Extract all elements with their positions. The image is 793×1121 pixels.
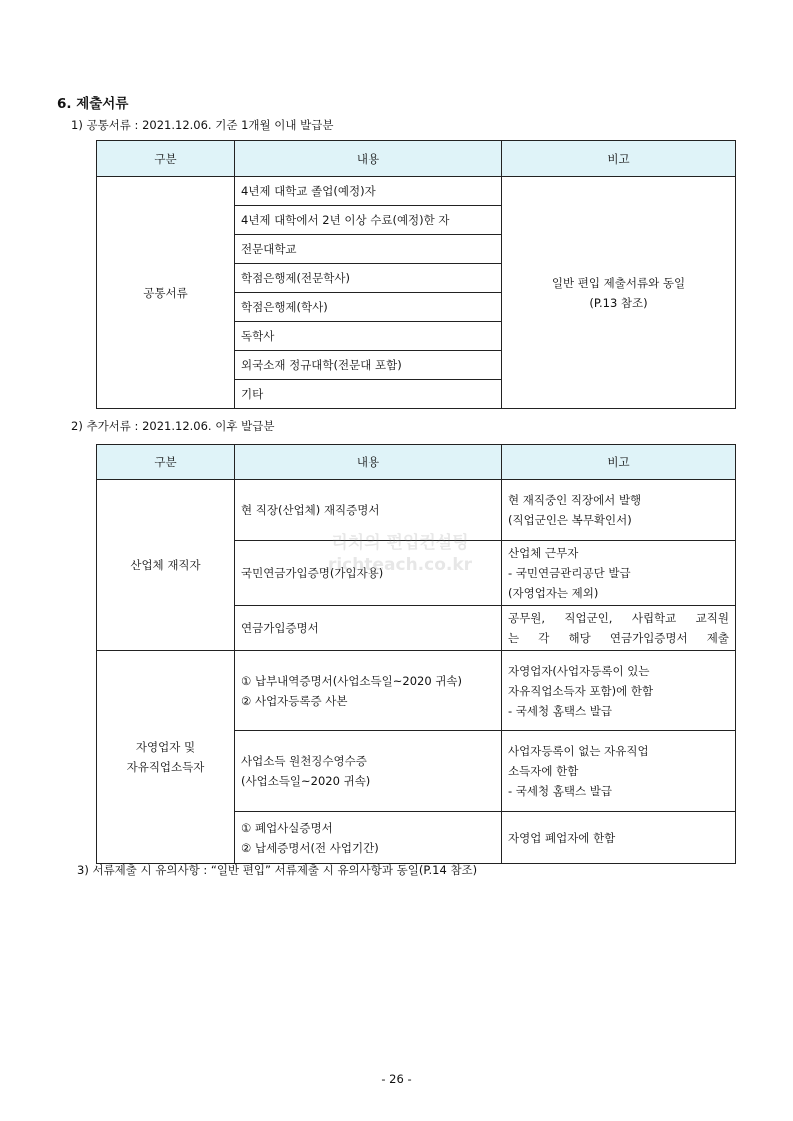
remark-line: - 국민연금관리공단 발급 — [508, 566, 631, 580]
content-cell: 현 직장(산업체) 재직증명서 — [235, 480, 502, 541]
content-line: (사업소득일~2020 귀속) — [241, 774, 371, 788]
content-cell — [235, 812, 502, 864]
content-cell: 국민연금가입증명(가입자용) — [235, 541, 502, 606]
remark-line: - 국세청 홈택스 발급 — [508, 703, 612, 718]
remark-cell — [502, 812, 736, 864]
watermark-line: 리치의 편입컨설팅 — [331, 533, 469, 553]
header-remark: 비고 — [502, 141, 736, 177]
additional-documents-table — [96, 444, 736, 864]
content-cell: 연금가입증명서 — [235, 606, 502, 651]
remark-cell — [502, 541, 736, 606]
category-line: 자유직업소득자 — [126, 760, 205, 774]
content-line: ② 사업자등록증 사본 — [241, 693, 348, 708]
header-remark: 비고 — [502, 445, 736, 480]
content-cell: 4년제 대학에서 2년 이상 수료(예정)한 자 — [235, 206, 502, 235]
watermark-line: richteach.co.kr — [327, 555, 473, 575]
remark-line: 일반 편입 제출서류와 동일 — [551, 275, 686, 290]
subsection-common-documents: 1) 공통서류 : 2021.12.06. 기준 1개월 이내 발급분 — [71, 118, 334, 132]
content-cell — [235, 651, 502, 731]
remark-cell — [502, 606, 736, 651]
remark-line: 자유직업소득자 포함)에 한함 — [508, 683, 654, 698]
content-cell: 학점은행제(학사) — [235, 293, 502, 322]
content-line: ① 납부내역증명서(사업소득일~2020 귀속) — [241, 673, 463, 688]
category-cell — [97, 651, 235, 864]
remark-line: 자영업 폐업자에 한함 — [508, 830, 616, 845]
page-number: - 26 - — [381, 1072, 412, 1086]
remark-line: 현 재직중인 직장에서 발행 — [508, 493, 642, 507]
category-line: 자영업자 및 — [135, 740, 196, 754]
content-cell: 학점은행제(전문학사) — [235, 264, 502, 293]
content-line: ② 납세증명서(전 사업기간) — [241, 840, 379, 855]
content-line: ① 폐업사실증명서 — [241, 820, 333, 835]
remark-cell — [502, 651, 736, 731]
remark-line: - 국세청 홈택스 발급 — [508, 784, 612, 798]
remark-line: (자영업자는 제외) — [508, 586, 599, 600]
content-cell — [235, 731, 502, 812]
content-cell: 기타 — [235, 380, 502, 409]
content-cell: 전문대학교 — [235, 235, 502, 264]
remark-line: 공무원, 직업군인, 사립학교 교직원 — [508, 611, 729, 625]
header-content: 내용 — [235, 445, 502, 480]
remark-line: 자영업자(사업자등록이 있는 — [508, 663, 650, 678]
remark-line: 산업체 근무자 — [508, 546, 579, 560]
content-cell: 독학사 — [235, 322, 502, 351]
remark-line: 소득자에 한함 — [508, 764, 579, 778]
section-title: 6. 제출서류 — [57, 96, 129, 112]
subsection-additional-documents: 2) 추가서류 : 2021.12.06. 이후 발급분 — [71, 419, 275, 433]
category-cell: 산업체 재직자 — [97, 480, 235, 651]
header-category: 구분 — [97, 141, 235, 177]
remark-cell — [502, 731, 736, 812]
header-content: 내용 — [235, 141, 502, 177]
remark-line: 사업자등록이 없는 자유직업 — [508, 744, 649, 758]
remark-cell — [502, 480, 736, 541]
category-cell: 공통서류 — [97, 177, 235, 409]
remark-cell — [502, 177, 736, 409]
remark-line: (직업군인은 복무확인서) — [508, 513, 632, 527]
content-line: 사업소득 원천징수영수증 — [241, 754, 367, 768]
remark-line: 는 각 해당 연금가입증명서 제출 — [508, 631, 729, 645]
content-cell: 외국소재 정규대학(전문대 포함) — [235, 351, 502, 380]
common-documents-table — [96, 140, 736, 409]
remark-line: (P.13 참조) — [589, 295, 648, 310]
header-category: 구분 — [97, 445, 235, 480]
submission-note: 3) 서류제출 시 유의사항 : “일반 편입” 서류제출 시 유의사항과 동일(P.14 참조) — [77, 863, 478, 877]
content-cell: 4년제 대학교 졸업(예정)자 — [235, 177, 502, 206]
